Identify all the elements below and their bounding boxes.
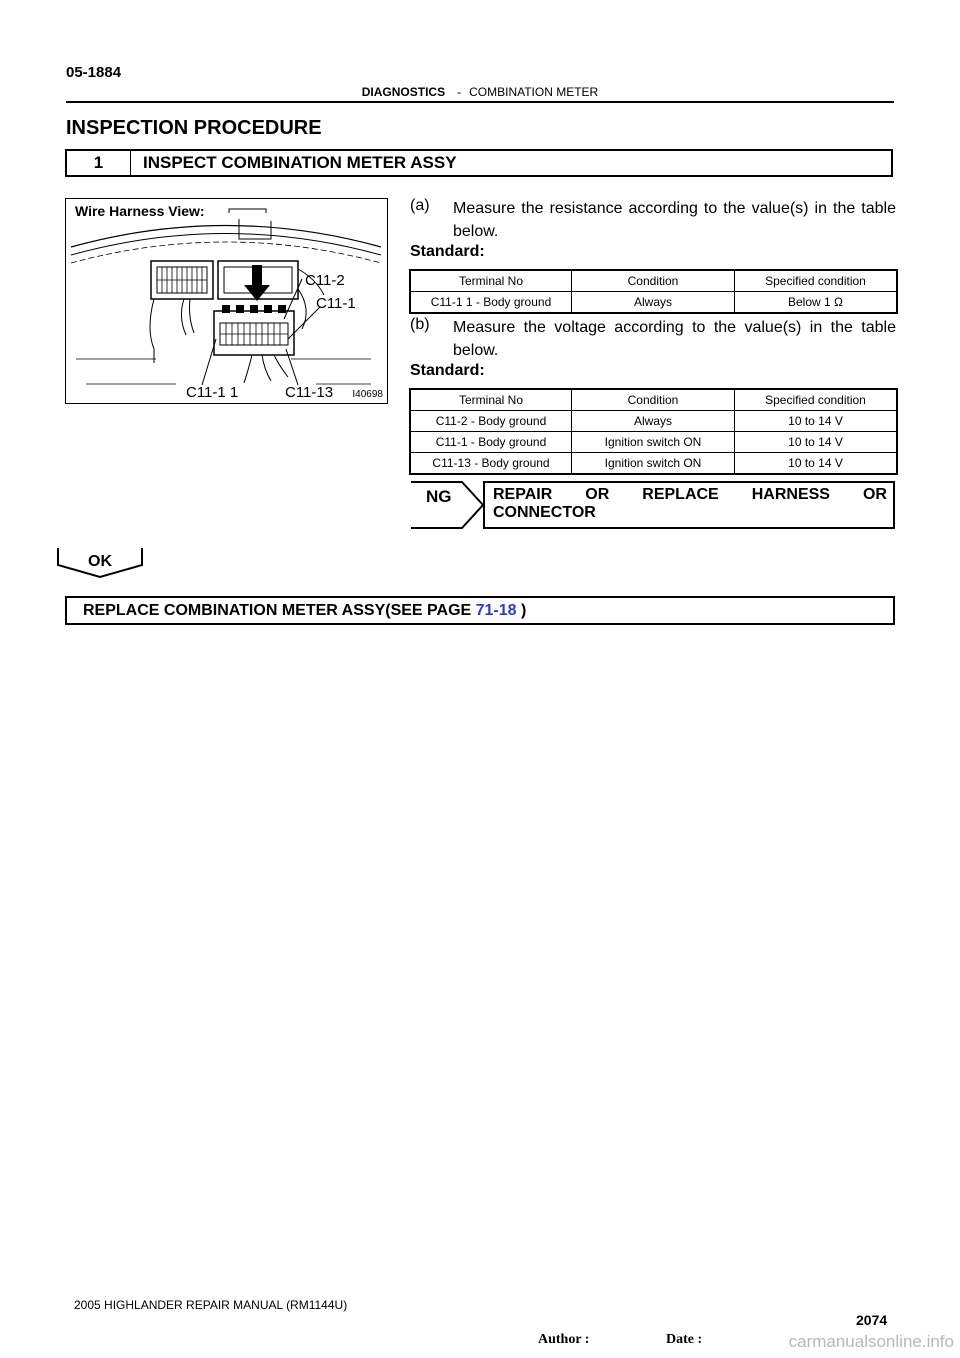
header-separator: - [457,85,462,99]
table-header-cell: Condition [572,270,735,292]
table-cell: C11-13 - Body ground [410,453,572,475]
table-cell: 10 to 14 V [735,432,898,453]
table-cell: Ignition switch ON [572,453,735,475]
table-cell: Ignition switch ON [572,432,735,453]
header-section: DIAGNOSTICS [361,85,446,99]
figure-title: Wire Harness View: [75,203,205,219]
table-cell: 10 to 14 V [735,453,898,475]
ng-word: REPLACE [642,486,719,503]
label-c11-1: C11-1 [316,295,356,312]
instruction-a [410,197,896,245]
table-cell: C11-1 1 - Body ground [410,292,572,314]
ng-word: REPAIR [493,486,553,503]
table-header-cell: Condition [572,389,735,411]
label-c11-2: C11-2 [305,272,345,289]
table-row [410,411,897,432]
section-title: INSPECTION PROCEDURE [66,117,322,139]
step-title: INSPECT COMBINATION METER ASSY [143,153,457,172]
standard-label-2: Standard: [410,362,485,379]
table-row [410,432,897,453]
table-header-cell: Specified condition [735,270,898,292]
instruction-a-text: Measure the resistance according to the value(s) in the table below. [453,200,896,240]
table-header-cell: Terminal No [410,270,572,292]
footer-page-number: 2074 [856,1312,888,1328]
instruction-b [410,316,896,364]
label-c11-13: C11-13 [285,384,334,401]
table-row [410,453,897,475]
page-number: 05-1884 [66,64,122,81]
table-cell: Always [572,292,735,314]
running-header [0,85,960,99]
ng-word: OR [862,486,887,503]
ng-word: OR [585,486,610,503]
table-header-row [410,389,897,411]
wire-harness-figure [65,198,388,404]
final-step-close: ) [516,602,527,619]
footer-manual-title: 2005 HIGHLANDER REPAIR MANUAL (RM1144U) [74,1298,348,1312]
ng-action-text [493,486,887,522]
instruction-b-text: Measure the voltage according to the value(s) in the table below. [453,319,896,359]
header-rule [66,101,894,103]
resistance-table [409,269,898,314]
page-reference-link[interactable]: 71-18 [475,602,517,619]
table-cell: Always [572,411,735,432]
ng-label: NG [426,487,452,506]
footer-author-label: Author : [538,1332,590,1347]
standard-label-1: Standard: [410,243,485,260]
step-header-box [65,149,893,177]
final-step-label: REPLACE COMBINATION METER ASSY(SEE PAGE [83,602,476,619]
table-cell: C11-2 - Body ground [410,411,572,432]
table-cell: 10 to 14 V [735,411,898,432]
step-number: 1 [67,151,131,175]
table-header-cell: Terminal No [410,389,572,411]
figure-code: I40698 [352,389,383,400]
voltage-table [409,388,898,475]
final-step-box [65,596,895,625]
ng-action-box [483,481,895,529]
final-step-text [83,598,526,623]
table-cell: C11-1 - Body ground [410,432,572,453]
ng-word: HARNESS [751,486,830,503]
watermark: carmanualsonline.info [788,1332,954,1351]
table-header-cell: Specified condition [735,389,898,411]
ng-action-line-2: CONNECTOR [493,504,596,521]
header-subsection: COMBINATION METER [469,85,599,99]
table-header-row [410,270,897,292]
label-c11-11: C11-1 1 [186,384,239,401]
instruction-a-letter: (a) [410,197,430,214]
instruction-b-letter: (b) [410,316,430,333]
table-row [410,292,897,314]
ok-label: OK [88,553,112,570]
table-cell: Below 1 Ω [735,292,898,314]
footer-date-label: Date : [666,1332,703,1347]
ng-action-line-1 [493,486,887,504]
